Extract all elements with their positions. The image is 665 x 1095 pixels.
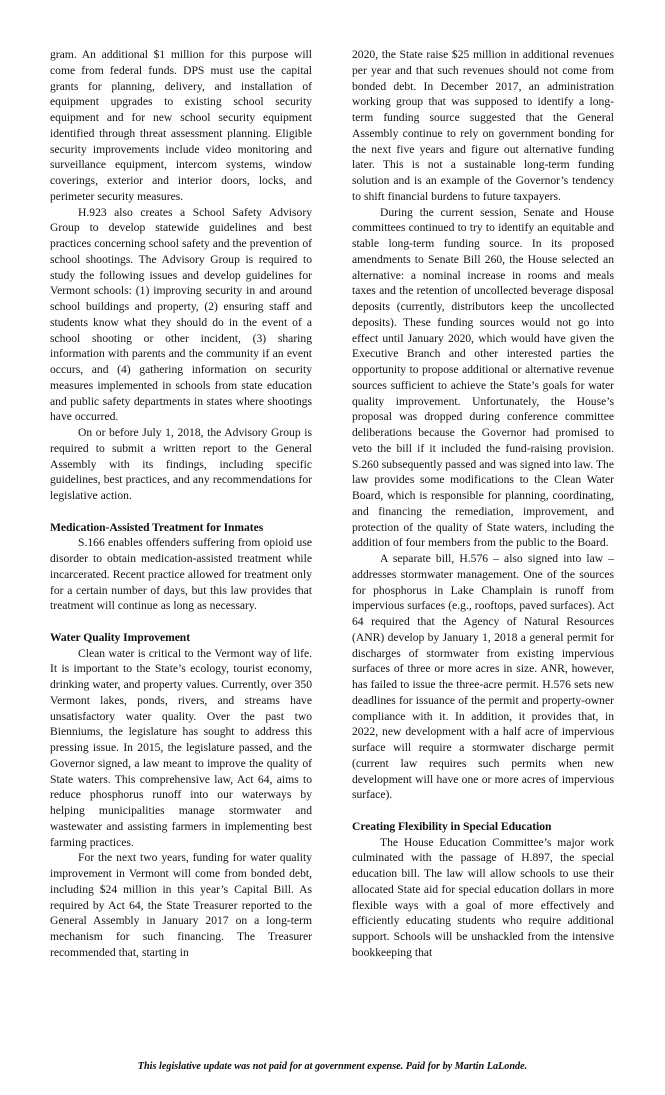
left-text-column [50,47,312,1032]
body-paragraph: The House Education Committee’s major work culminated with the passage of H.897, the special education bill. The law will allow schools to use their allocated State aid for special education dollars in more flexible ways with a goal of more effectively and efficiently educating students who require additional support. Schools will be unshackled from the intensive bookkeeping that [352,835,614,959]
body-paragraph: During the current session, Senate and House committees continued to try to identify an equitable and stable long-term funding source. In its proposed amendments to Senate Bill 260, the House selected an alternative: a nominal increase in rooms and meals taxes and the retention of uncollected beverage disposal deposits (currently, distributors keep the uncollected deposits). These funding sources would not go into effect until January 2020, which would have given the Executive Branch and other interested parties the opportunity to propose additional or alternative revenue sources sufficient to achieve the State’s goals for water quality improvement. Unfortunately, the House’s proposal was dropped during conference committee deliberations because the Governor had promised to veto the bill if it included the fund-raising provision. S.260 subsequently passed and was signed into law. The law provides some modifications to the Clean Water Board, which is responsible for planning, coordinating, and financing the remediation, improvement, and protection of the quality of State waters, including the addition of four members from the public to the Board. [352,205,614,550]
body-paragraph: For the next two years, funding for water quality improvement in Vermont will come from bonded debt, including $24 million in this year’s Capital Bill. As required by Act 64, the State Treasurer reported to the General Assembly in January 2017 on a long-term mechanism for such financing. The Treasurer recommended that, starting in [50,851,312,959]
heading-spacer [50,504,312,520]
body-paragraph: Clean water is critical to the Vermont way of life. It is important to the State’s ecology, tourist economy, drinking water, and property values. Currently, over 350 Vermont lakes, ponds, rivers, and streams have unsatisfactory water quality. Over the past two Bienniums, the legislature has sought to address this pressing issue. In 2015, the legislature passed, and the Governor signed, a law meant to improve the quality of State waters. This comprehensive law, Act 64, aims to reduce phosphorus runoff into our waterways by helping municipalities manage stormwater and wastewater and assisting farmers in implementing best farming practices. [50,646,312,849]
body-paragraph: H.923 also creates a School Safety Advisory Group to develop statewide guidelines and best practices concerning school safety and the prevention of school shootings. The Advisory Group is required to study the following issues and develop guidelines for Vermont schools: (1) improving security in and around school buildings and property, (2) ensuring staff and students know what they should do in the event of a school shooting or other incident, (3) sharing information with parents and the community if an event occurs, and (4) gathering information on security measures implemented in schools from state education and public safety departments in states where shootings have occurred. [50,205,312,424]
right-text-column [352,47,614,1032]
section-heading: Creating Flexibility in Special Education [352,819,552,833]
two-column-body [50,47,613,1032]
body-paragraph: On or before July 1, 2018, the Advisory Group is required to submit a written report to the General Assembly with its findings, including specific guidelines, best practices, and any recommendations for legislative action. [50,426,312,502]
section-heading: Water Quality Improvement [50,630,191,644]
heading-spacer [50,614,312,630]
body-paragraph: S.166 enables offenders suffering from opioid use disorder to obtain medication-assisted treatment while incarcerated. Recent practice allowed for treatment only for a certain number of days, but this law provides that treatment will continue as long as necessary. [50,536,312,613]
section-heading: Medication-Assisted Treatment for Inmates [50,520,264,534]
body-paragraph: gram. An additional $1 million for this purpose will come from federal funds. DPS must use the capital grants for planning, delivery, and installation of equipment upgrades to existing school security equipment and for new school security equipment identified through threat assessment planning. Eligible security improvements include video monitoring and surveillance equipment, intercom systems, window coverings, exterior and interior doors, locks, and perimeter security measures. [50,48,312,203]
heading-spacer [352,803,614,819]
body-paragraph: A separate bill, H.576 – also signed into law – addresses stormwater management. One of the sources for phosphorus in Lake Champlain is runoff from impervious surfaces (e.g., rooftops, paved surfaces). Act 64 required that the Agency of Natural Resources (ANR) develop by January 1, 2018 a general permit for discharges of stormwater from existing impervious surfaces of three or more acres in size. ANR, however, has failed to issue the three-acre permit. H.576 sets new deadlines for issuance of the permit and property-owner compliance with it. In addition, it provides that, in 2022, new development with a half acre of impervious surface will require a stormwater discharge permit (current law requires such permits when new development will have one or more acres of impervious surface). [352,552,614,802]
footer-disclaimer: This legislative update was not paid for at government expense. Paid for by Martin LaLonde. [137,1061,528,1072]
body-paragraph: 2020, the State raise $25 million in additional revenues per year and that such revenues should not come from bonded debt. In December 2017, an administration working group that was supposed to identify a long-term funding source suggested that the General Assembly continue to rely on government bonding for the next five years and figure out alternative funding later. This is not a sustainable long-term funding solution and is an example of the Governor’s tendency to shift financial burdens to future taxpayers. [352,48,614,203]
